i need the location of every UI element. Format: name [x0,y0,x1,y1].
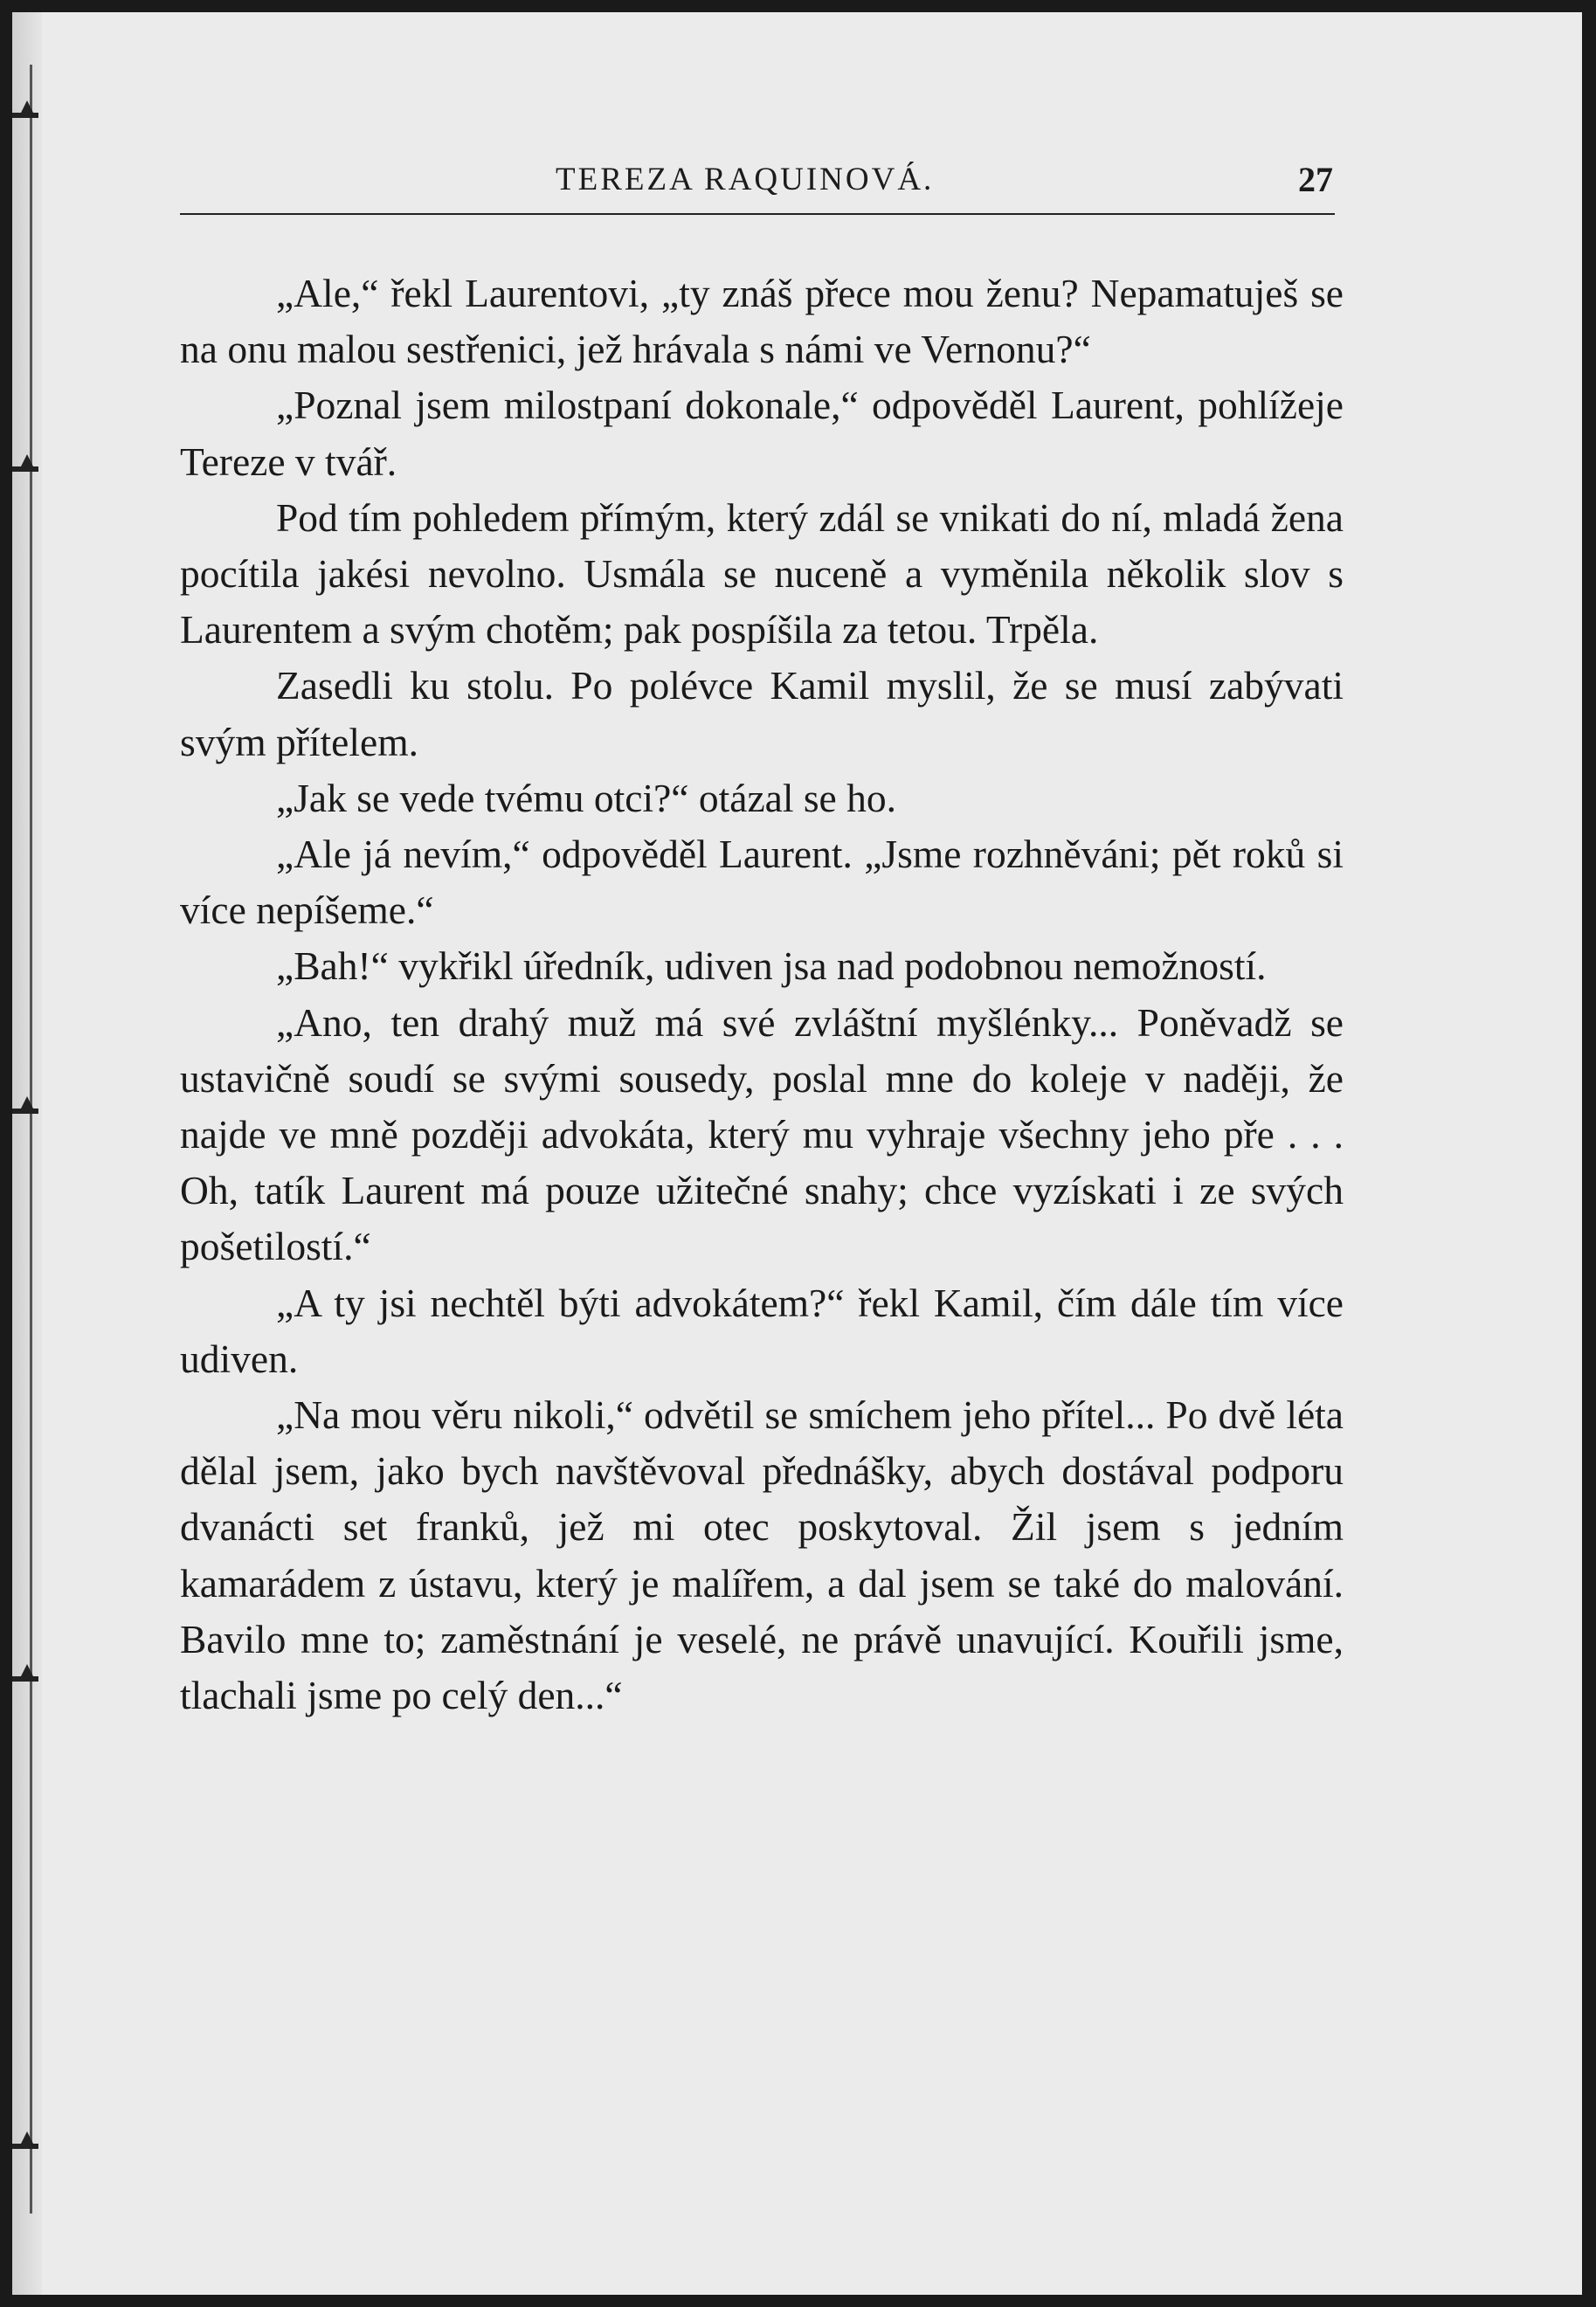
binding-mark [12,2144,38,2149]
binding-mark [12,1109,38,1114]
binding-mark [12,113,38,118]
page-number: 27 [1298,160,1333,199]
body-text [180,266,1344,1723]
paragraph: „Ano, ten drahý muž má své zvláštní myšlénky... Poněvadž se ustavičně soudí se svými sousedy, poslal mne do koleje v naději, že najde ve mně později advokáta, který mu vyhraje všechny jeho pře . . . Oh, tatík Laurent má pouze užitečné snahy; chce vyzískati i ze svých pošetilostí.“ [180,999,1344,1269]
paragraph: „Bah!“ vykřikl úředník, udiven jsa nad podobnou nemožností. [276,943,1267,989]
binding-mark [12,466,38,472]
running-header [180,143,1335,215]
paragraph: „Na mou věru nikoli,“ odvětil se smíchem jeho přítel... Po dvě léta dělal jsem, jako bych navštěvoval přednášky, abych dostával podporu dvanácti set franků, jež mi otec poskytoval. Žil jsem s jedním kamarádem z ústavu, který je malířem, a dal jsem se také do malování. Bavilo mne to; zaměstnání je veselé, ne právě unavující. Kouřili jsme, tlachali jsme po celý den...“ [180,1392,1344,1718]
book-page [12,12,1582,2295]
paragraph: „Jak se vede tvému otci?“ otázal se ho. [276,775,897,820]
paragraph: „Poznal jsem milostpaní dokonale,“ odpověděl Laurent, pohlížeje Tereze v tvář. [180,383,1344,484]
paragraph: Zasedli ku stolu. Po polévce Kamil myslil, že se musí zabývati svým přítelem. [180,663,1344,764]
running-title: TEREZA RAQUINOVÁ. [556,162,935,197]
binding-line [30,65,32,2214]
paragraph: „Ale,“ řekl Laurentovi, „ty znáš přece mou ženu? Nepamatuješ se na onu malou sestřenici, jež hrávala s námi ve Vernonu?“ [180,271,1344,372]
paragraph: „A ty jsi nechtěl býti advokátem?“ řekl Kamil, čím dále tím více udiven. [180,1280,1344,1381]
binding-mark [12,1676,38,1682]
paragraph: Pod tím pohledem přímým, který zdál se vnikati do ní, mladá žena pocítila jakési nevolno. Usmála se nuceně a vyměnila několik slov s Laurentem a svým chotěm; pak pospíšila za tetou. Trpěla. [180,494,1344,653]
book-spine [12,12,42,2295]
paragraph: „Ale já nevím,“ odpověděl Laurent. „Jsme rozhněváni; pět roků si více nepíšeme.“ [180,832,1344,933]
